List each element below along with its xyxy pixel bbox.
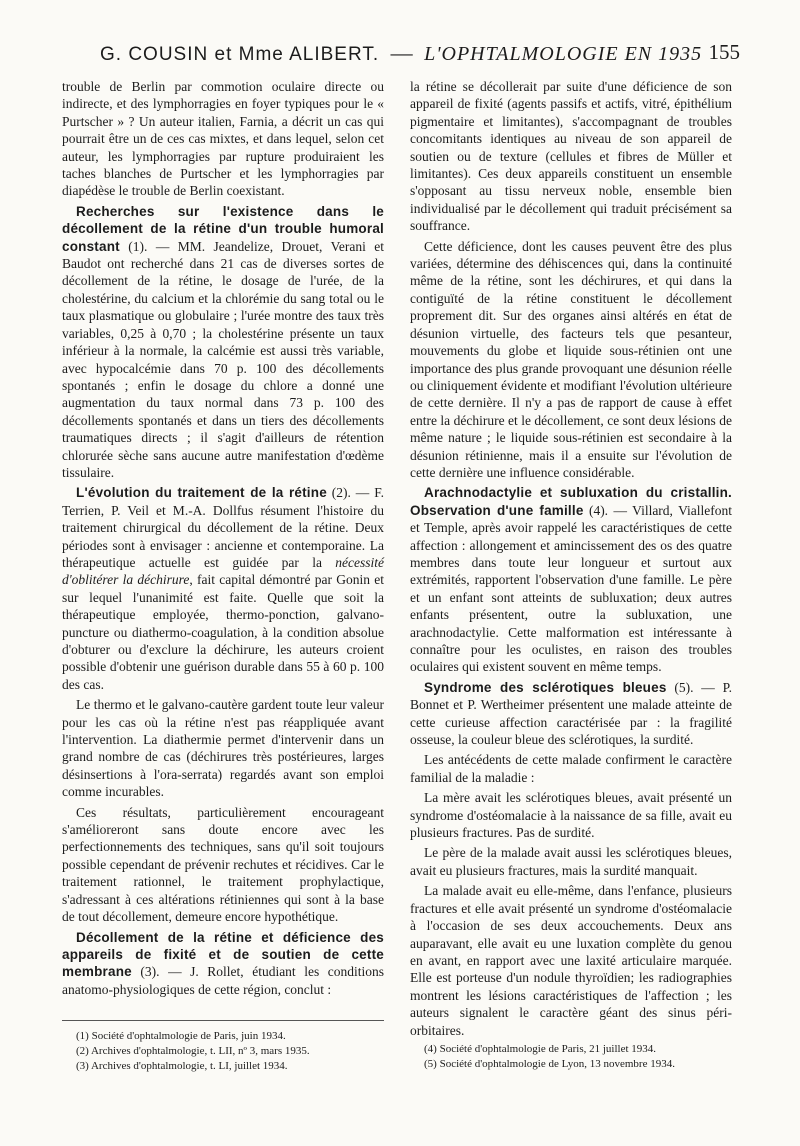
section-evolution-traitement [62, 484, 384, 693]
section-heading: Recherches sur l'existence dans le décollement de la rétine d'un trouble humoral constant [62, 203, 384, 254]
section-heading: Décollement de la rétine et déficience des appareils de fixité et de soutien de cette membrane [62, 929, 384, 980]
right-column [410, 78, 732, 1042]
footnotes-left [62, 1020, 384, 1074]
footnote-ref: (1). — [119, 238, 178, 254]
section-sclerotiques-bleues [410, 679, 732, 749]
paragraph: Le thermo et le galvano-cautère gardent toute leur valeur pour les cas où la rétine n'est pas réappliquée avant l'intervention. La diathermie permet d'intervenir dans un grand nombre de cas (déchirures très postérieures, larges désinsertions à l'ora-serrata) regardés avant son emploi comme incurables. [62, 697, 384, 800]
footnote: (3) Archives d'ophtalmologie, t. LI, juillet 1934. [76, 1060, 288, 1072]
left-column [62, 78, 384, 1001]
section-arachnodactylie [410, 484, 732, 675]
paragraph: Les antécédents de cette malade confirment le caractère familial de la maladie : [410, 752, 732, 785]
section-heading: Arachnodactylie et subluxation du cristallin. Observation d'une famille [410, 485, 732, 518]
section-decollement-deficience [62, 929, 384, 999]
paragraph: Cette déficience, dont les causes peuvent être des plus variées, détermine des déhiscences qui, dans la continuité même de la rétine, sont les déchirures, et qui dans la contiguïté de la rétine constituent le décollement proprement dit. Sur des organes ainsi altérés en état de désunion virtuelle, des facteurs tels que pesanteur, mouvements du globe et liquide sous-rétinien ont une importance des plus grande provoquant une désunion réelle ou cliniquement évidente et modifiant l'évolution ultérieure de cette dernière. Il n'y a pas de rapport de cause à effet entre la déchirure et le décollement, ce sont deux lésions de même nature ; le liquide sous-rétinien est secondaire à la désunion rétinienne, mais il a ensuite sur l'évolution de cette dernière une influence considérable. [410, 238, 732, 480]
section-text: MM. Jeandelize, Drouet, Verani et Baudot ont recherché dans 21 cas de diverses sortes de décollement de la rétine, le dosage de l'urée, de la cholestérine, du calcium et la chlorémie du sang total ou le taux plasmatique ou globulaire ; l'urée montre des taux très variables, 0,25 à 0,70 ; la cholestérine présente un taux inférieur à la normale, la calcémie est aussi très variable, avec hypocalcémie dans 70 p. 100 des décollements spontanés ; enfin le dosage du chlore a donné une augmentation du taux normal dans 73 p. 100 des décollements spontanés et dans un tiers des décollements traumatiques directs ; il s'agit d'ailleurs de rétention chlorurée sèche sans aucune autre manifestation d'œdème tissulaire. [62, 238, 384, 480]
header-dash: — [390, 40, 413, 65]
footnote: (5) Société d'ophtalmologie de Lyon, 13 novembre 1934. [424, 1058, 675, 1070]
section-text: Villard, Viallefont et Temple, après avoir rappelé les caractéristiques de cette affection : allongement et amincissement des os des quatre membres dans toute leur longueur et surtout aux extrémités, rapportent l'observation d'une famille. Le père et un enfant sont atteints de subluxation; deux autres enfants présentent, outre la subluxation, une arachnodactylie. Cette malformation est intéressante à connaître pour les oculistes, en raison des troubles oculaires qui existent souvent en même temps. [410, 502, 733, 675]
section-text: P. Bonnet et P. Wertheimer présentent une malade atteinte de cette curieuse affection caractérisée par : la fragilité osseuse, la couleur bleue des sclérotiques, la surdité. [410, 679, 732, 748]
section-heading: Syndrome des sclérotiques bleues [424, 679, 667, 695]
footnote: (1) Société d'ophtalmologie de Paris, juin 1934. [76, 1030, 286, 1042]
footnote-ref: (5). — [666, 679, 723, 695]
section-heading: L'évolution du traitement de la rétine [76, 485, 327, 501]
paragraph: la rétine se décollerait par suite d'une déficience de son appareil de fixité (agents passifs et actifs, vitré, épithélium pigmentaire et limitantes), s'accompagnant de troubles concomitants identiques au niveau de son appareil de soutien ou de texture (cellules et fibres de Müller et limitantes). Ces deux appareils constituent un ensemble s'opposant au tissu nerveux noble, ensemble bien individualisé par le décollement qui traduit précisément sa souffrance. [410, 79, 732, 234]
footnote-ref: (4). — [583, 502, 633, 518]
italic-emphasis: nécessité d'oblitérer la déchirure [62, 554, 384, 588]
section-text: F. Terrien, P. Veil et M.-A. Dollfus résument l'histoire du traitement chirurgical du décollement de la rétine. Deux périodes sont à envisager : ancienne et contemporaine. La thérapeutique actuelle est guidée par la [62, 485, 384, 570]
paragraph: La malade avait eu elle-même, dans l'enfance, plusieurs fractures et elle avait présenté un syndrome d'ostéomalacie à l'occasion de ses deux accouchements. Deux ans auparavant, elle avait eu une luxation complète du genou en avant, en rapport avec une laxité articulaire marquée. Elle est porteuse d'un nodule thyroïdien; les radiographies montrent les lésions caractéristiques de l'affection ; les auteurs signalent le caractère géant des sinus péri-orbitaires. [410, 883, 732, 1038]
footnote-ref: (2). — [326, 485, 375, 501]
header-authors: G. COUSIN et Mme ALIBERT. [100, 44, 380, 65]
paragraph: La mère avait les sclérotiques bleues, avait présenté un syndrome d'ostéomalacie à la naissance de sa fille, avait eu plusieurs fractures. Pas de surdité. [410, 790, 732, 841]
footnote-ref: (3). — [131, 964, 191, 980]
section-text: J. Rollet, étudiant les conditions anatomo-physiologiques de cette région, conclut : [62, 964, 385, 997]
footnote: (4) Société d'ophtalmologie de Paris, 21 juillet 1934. [424, 1043, 657, 1055]
footnote: (2) Archives d'ophtalmologie, t. LII, nº 3, mars 1935. [76, 1045, 310, 1057]
footnotes-right [410, 1042, 732, 1072]
section-text: , fait capital démontré par Gonin et sur lequel l'unanimité est faite. Quelle que soit la thérapeutique employée, thermo-ponction, galvano-puncture ou diathermo-coagulation, à la condition absolue d'obturer ou d'exclure la déchirure, les auteurs croient possible d'obtenir une guérison durable dans 55 à 60 p. 100 des cas. [62, 572, 384, 692]
section-recherches [62, 203, 384, 482]
paragraph: Le père de la malade avait aussi les sclérotiques bleues, avait eu plusieurs fractures, mais la surdité manquait. [410, 845, 732, 878]
page-number: 155 [708, 40, 740, 64]
header-journal-title: L'OPHTALMOLOGIE EN 1935 [424, 43, 703, 65]
paragraph: trouble de Berlin par commotion oculaire directe ou indirecte, et des lymphorragies en foyer typiques pour le « Purtscher » ? Un auteur italien, Farnia, a décrit un cas qui pourrait être un de ces cas mixtes, et dans lequel, selon cet auteur, les lymphorragies par rupture produiraient les taches blanches de Purtscher et les lymphorragies par diapédèse le trouble de Berlin coexistant. [62, 79, 384, 199]
running-header [100, 40, 740, 74]
paragraph: Ces résultats, particulièrement encourageant s'amélioreront sans doute encore avec les perfectionnements des techniques, sans qu'il soit toujours possible cependant de prévenir rechutes et récidives. Car le traitement rationnel, le traitement prophylactique, s'adressant à ces altérations rétiniennes qui sont à la base de tout décollement, demeure encore hypothétique. [62, 804, 384, 925]
